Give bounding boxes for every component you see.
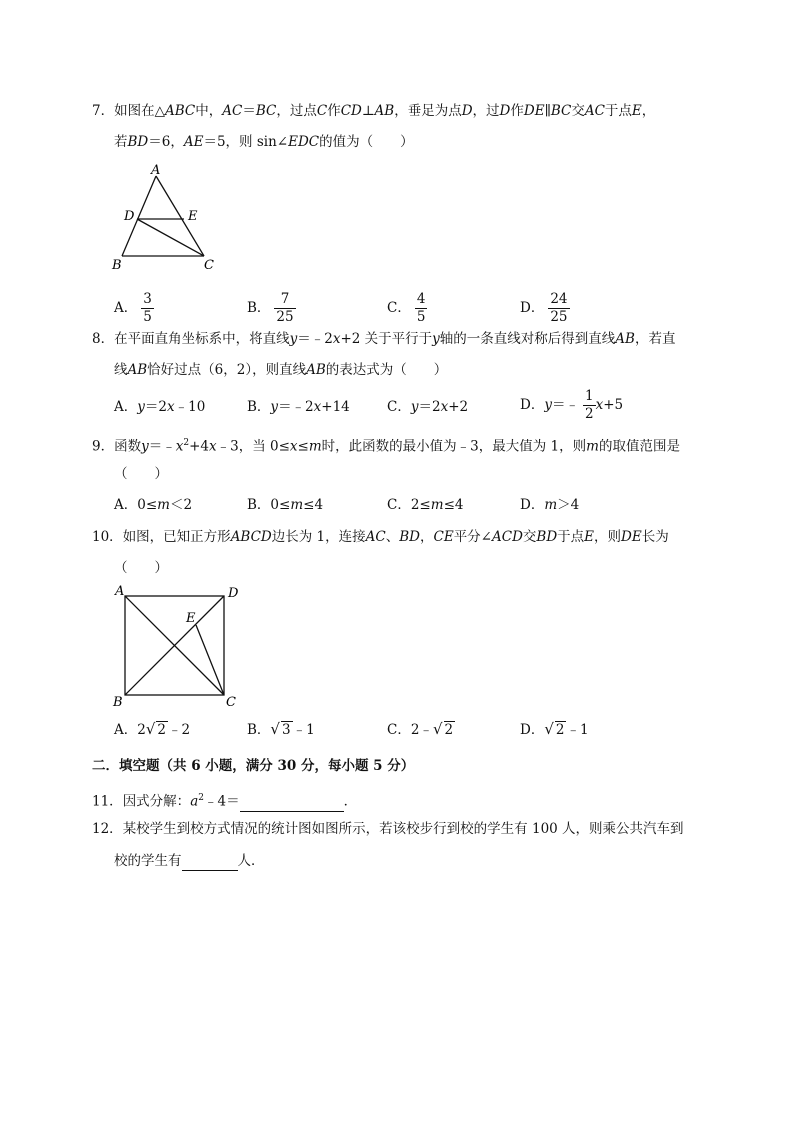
q12-answer-blank[interactable] bbox=[182, 854, 238, 871]
fig10-label-c: C bbox=[226, 695, 236, 710]
q8-option-a[interactable]: A．y＝2x﹣10 bbox=[114, 399, 206, 415]
q10-line1: 10．如图，已知正方形ABCD边长为 1，连接AC、BD，CE平分∠ACD交BD于点E，则DE长为 bbox=[92, 529, 669, 545]
q10-option-c[interactable]: C．2﹣√ 2 bbox=[387, 720, 454, 738]
q8-option-d[interactable]: D．y＝﹣ $\frac{1}{2}$ x+5 bbox=[520, 388, 624, 422]
q11-answer-blank[interactable] bbox=[240, 795, 344, 812]
q8-line2: 线AB恰好过点（6，2），则直线AB的表达式为（ ） bbox=[114, 362, 448, 378]
q7-option-c[interactable]: C． $\frac{4}{5}$ bbox=[387, 291, 426, 325]
fig7-label-e: E bbox=[188, 209, 198, 224]
q12-line2: 校的学生有 人． bbox=[114, 853, 265, 869]
section-title: 二．填空题（共 6 小题，满分 30 分，每小题 5 分） bbox=[92, 758, 415, 774]
q9-line2: （ ） bbox=[114, 466, 168, 482]
q12-line1: 12．某校学生到校方式情况的统计图如图所示，若该校步行到校的学生有 100 人，则乘公共汽车到 bbox=[92, 821, 684, 837]
fig7-label-a: A bbox=[151, 163, 161, 178]
q10-line2: （ ） bbox=[114, 560, 168, 576]
fig10-label-e: E bbox=[186, 611, 196, 626]
q7-line2: 若BD＝6，AE＝5，则 sin∠EDC的值为（ ） bbox=[114, 134, 414, 150]
q9-option-a[interactable]: A．0≤m＜2 bbox=[114, 497, 193, 513]
q10-option-b[interactable]: B．√ 3 ﹣1 bbox=[247, 720, 315, 738]
fig7-label-c: C bbox=[204, 258, 214, 273]
q9-option-d[interactable]: D．m＞4 bbox=[520, 497, 580, 513]
q10-option-d[interactable]: D．√ 2 ﹣1 bbox=[520, 720, 589, 738]
q7-option-b[interactable]: B． $\frac{7}{25}$ bbox=[247, 291, 294, 325]
fig10-label-d: D bbox=[228, 586, 239, 601]
q11-line: 11．因式分解：$a^2﹣4=$ ． bbox=[92, 793, 358, 810]
q8-option-b[interactable]: B．y＝﹣2x+14 bbox=[247, 399, 350, 415]
square-figure bbox=[110, 582, 245, 710]
q7-line1: 7．如图在△ABC中，AC＝BC，过点C作CD⊥AB，垂足为点D，过D作DE∥BC交AC于点E， bbox=[92, 103, 656, 119]
q8-line1: 8．在平面直角坐标系中，将直线y＝﹣2x+2 关于平行于y轴的一条直线对称后得到直线AB，若直 bbox=[92, 331, 676, 347]
q8-option-c[interactable]: C．y＝2x+2 bbox=[387, 399, 469, 415]
fig10-label-b: B bbox=[113, 695, 123, 710]
triangle-figure bbox=[108, 162, 223, 274]
q9-option-b[interactable]: B．0≤m≤4 bbox=[247, 497, 324, 513]
q7-option-a[interactable]: A． $\frac{3}{5}$ bbox=[114, 291, 152, 325]
fig10-label-a: A bbox=[115, 584, 125, 599]
q9-line1: 9．函数$y=﹣x^2+4x﹣3$，当 0≤x≤m时，此函数的最小值为﹣3，最大值为 1，则m的取值范围是 bbox=[92, 438, 680, 455]
q9-option-c[interactable]: C．2≤m≤4 bbox=[387, 497, 464, 513]
fig7-label-d: D bbox=[124, 209, 135, 224]
q7-option-d[interactable]: D． $\frac{24}{25}$ bbox=[520, 291, 568, 325]
q10-option-a[interactable]: A．2√ 2 ﹣2 bbox=[114, 720, 191, 738]
fig7-label-b: B bbox=[112, 258, 122, 273]
